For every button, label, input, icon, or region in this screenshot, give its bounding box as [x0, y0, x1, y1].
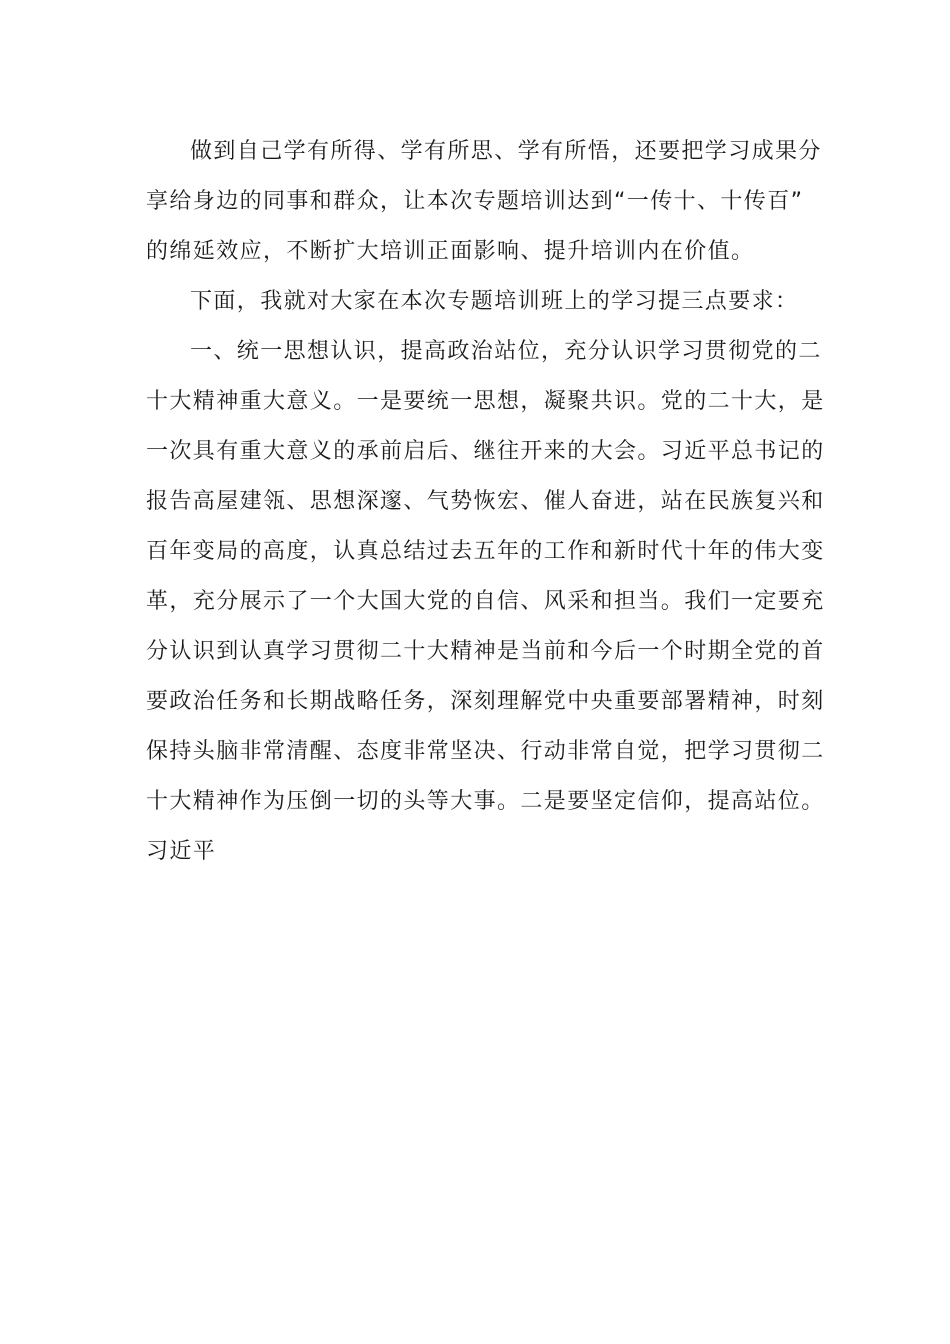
text-line: 百年变局的高度，认真总结过去五年的工作和新时代十年的伟大变: [146, 539, 825, 564]
text-line: 保持头脑非常清醒、态度非常坚决、行动非常自觉，把学习贯彻二: [146, 739, 825, 764]
text-line: 习近平: [146, 839, 217, 864]
text-line: 革，充分展示了一个大国大党的自信、风采和担当。我们一定要充: [146, 589, 825, 614]
text-line: 享给身边的同事和群众，让本次专题培训达到“一传十、十传百”: [146, 189, 804, 214]
text-line: 分认识到认真学习贯彻二十大精神是当前和今后一个时期全党的首: [146, 639, 825, 664]
text-line: 十大精神重大意义。一是要统一思想，凝聚共识。党的二十大，是: [146, 389, 825, 414]
text-line: 一、统一思想认识，提高政治站位，充分认识学习贯彻党的二: [190, 339, 822, 364]
text-line: 十大精神作为压倒一切的头等大事。二是要坚定信仰，提高站位。: [146, 789, 825, 814]
text-line: 一次具有重大意义的承前启后、继往开来的大会。习近平总书记的: [146, 439, 825, 464]
text-line: 下面，我就对大家在本次专题培训班上的学习提三点要求：: [190, 289, 799, 314]
text-line: 报告高屋建瓴、思想深邃、气势恢宏、催人奋进，站在民族复兴和: [146, 489, 825, 514]
text-line: 的绵延效应，不断扩大培训正面影响、提升培训内在价值。: [146, 239, 755, 264]
text-line: 做到自己学有所得、学有所思、学有所悟，还要把学习成果分: [190, 139, 822, 164]
text-line: 要政治任务和长期战略任务，深刻理解党中央重要部署精神，时刻: [146, 689, 825, 714]
